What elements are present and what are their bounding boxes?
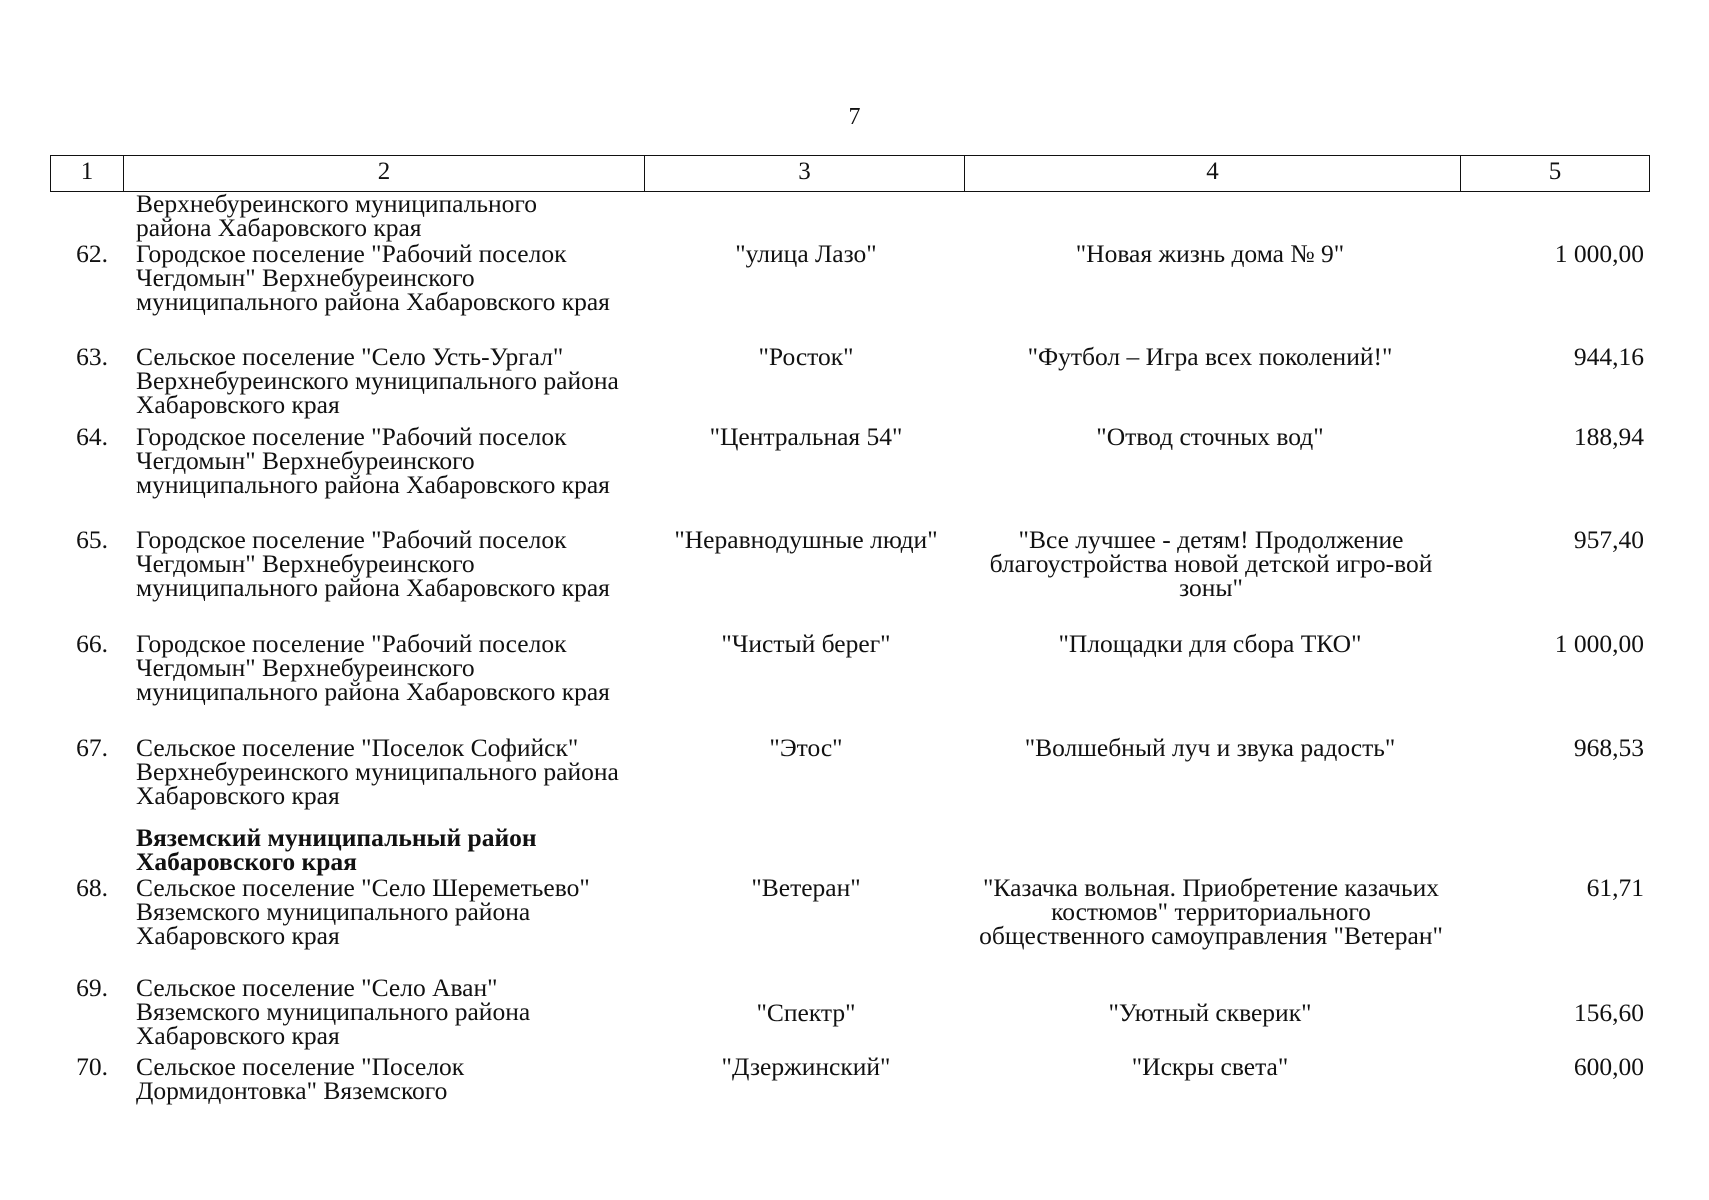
row-name: Городское поселение "Рабочий поселок Чегдомын" Верхнебуреинского муниципального района Хабаровского края bbox=[136, 239, 610, 316]
row-name: Сельское поселение "Село Аван" Вяземского муниципального района Хабаровского края bbox=[136, 973, 531, 1050]
row-name: Городское поселение "Рабочий поселок Чегдомын" Верхнебуреинского муниципального района Хабаровского края bbox=[136, 422, 610, 499]
row-number: 70. bbox=[76, 1052, 108, 1081]
row-name: Сельское поселение "Село Усть-Ургал" Верхнебуреинского муниципального района Хабаровского края bbox=[136, 342, 619, 419]
row-project: "Все лучшее - детям! Продолжение благоустройства новой детской игро-вой зоны" bbox=[989, 525, 1433, 602]
row-tos: "Центральная 54" bbox=[709, 422, 903, 451]
row-project: "Искры света" bbox=[1131, 1052, 1289, 1081]
row-amount: 1 000,00 bbox=[1554, 239, 1644, 268]
row-amount: 944,16 bbox=[1573, 342, 1644, 371]
row-number: 62. bbox=[76, 239, 108, 268]
row-name: Сельское поселение "Поселок Дормидонтовка" Вяземского bbox=[136, 1052, 465, 1105]
row-tos: "Чистый берег" bbox=[721, 629, 891, 658]
row-amount: 61,71 bbox=[1586, 873, 1644, 902]
header-col-3: 3 bbox=[644, 156, 964, 191]
row-project: "Волшебный луч и звука радость" bbox=[1024, 733, 1396, 762]
row-project: "Уютный скверик" bbox=[1108, 998, 1312, 1027]
row-number: 66. bbox=[76, 629, 108, 658]
row-amount: 156,60 bbox=[1573, 998, 1644, 1027]
row-number: 67. bbox=[76, 733, 108, 762]
header-col-5: 5 bbox=[1460, 156, 1650, 191]
row-tos: "Росток" bbox=[758, 342, 854, 371]
table-header bbox=[50, 155, 1650, 192]
row-tos: "Спектр" bbox=[756, 998, 856, 1027]
page-number: 7 bbox=[848, 104, 861, 130]
header-col-4: 4 bbox=[964, 156, 1460, 191]
row-name: Городское поселение "Рабочий поселок Чегдомын" Верхнебуреинского муниципального района Хабаровского края bbox=[136, 629, 610, 706]
header-col-2: 2 bbox=[123, 156, 644, 191]
row-amount: 600,00 bbox=[1573, 1052, 1644, 1081]
row-tos: "Дзержинский" bbox=[721, 1052, 891, 1081]
row-amount: 957,40 bbox=[1573, 525, 1644, 554]
row-name: Верхнебуреинского муниципального района Хабаровского края bbox=[136, 189, 538, 242]
row-number: 68. bbox=[76, 873, 108, 902]
row-number: 64. bbox=[76, 422, 108, 451]
row-amount: 188,94 bbox=[1573, 422, 1644, 451]
row-project: "Футбол – Игра всех поколений!" bbox=[1027, 342, 1393, 371]
row-tos: "Неравнодушные люди" bbox=[674, 525, 938, 554]
row-amount: 1 000,00 bbox=[1554, 629, 1644, 658]
row-project: "Площадки для сбора ТКО" bbox=[1058, 629, 1362, 658]
row-project: "Отвод сточных вод" bbox=[1096, 422, 1324, 451]
row-project: "Казачка вольная. Приобретение казачьих костюмов" территориального общественного самоуправления "Ветеран" bbox=[979, 873, 1443, 950]
row-project: "Новая жизнь дома № 9" bbox=[1075, 239, 1345, 268]
row-name: Городское поселение "Рабочий поселок Чегдомын" Верхнебуреинского муниципального района Хабаровского края bbox=[136, 525, 610, 602]
row-number: 69. bbox=[76, 973, 108, 1002]
row-tos: "улица Лазо" bbox=[735, 239, 877, 268]
row-name: Сельское поселение "Село Шереметьево" Вяземского муниципального района Хабаровского края bbox=[136, 873, 590, 950]
section-heading: Вяземский муниципальный район Хабаровского края bbox=[136, 823, 537, 876]
row-number: 65. bbox=[76, 525, 108, 554]
row-amount: 968,53 bbox=[1573, 733, 1644, 762]
row-name: Сельское поселение "Поселок Софийск" Верхнебуреинского муниципального района Хабаровского края bbox=[136, 733, 619, 810]
row-tos: "Этос" bbox=[769, 733, 843, 762]
row-tos: "Ветеран" bbox=[751, 873, 861, 902]
header-col-1: 1 bbox=[50, 156, 123, 191]
row-number: 63. bbox=[76, 342, 108, 371]
